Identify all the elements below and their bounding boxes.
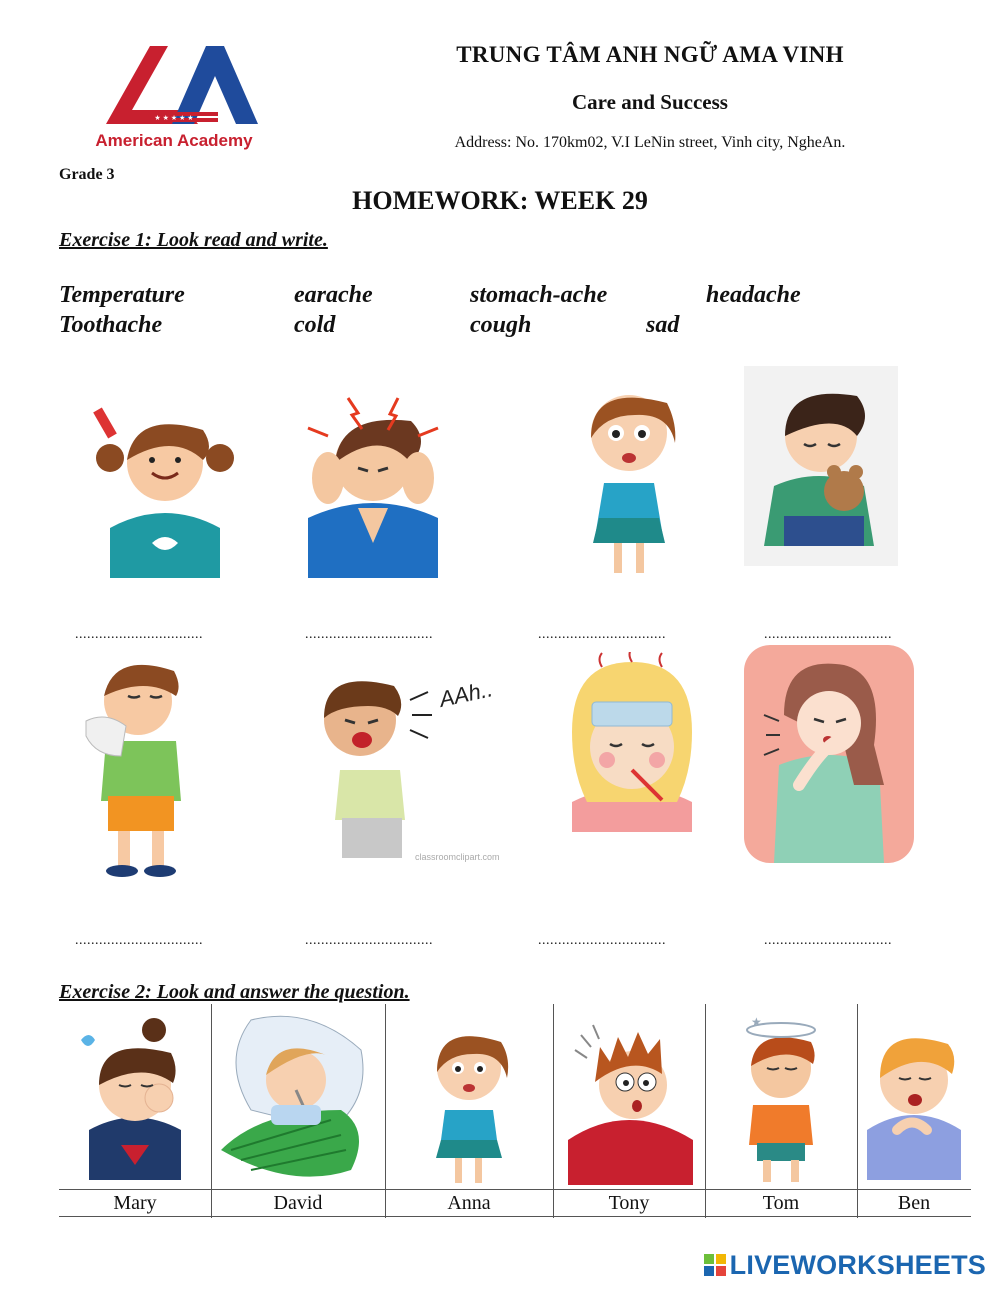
name-ben: Ben (857, 1189, 971, 1216)
svg-text:★: ★ (751, 1015, 762, 1029)
name-anna: Anna (385, 1189, 553, 1216)
cold-boy-illustration (66, 646, 236, 886)
strip-bottom-border (59, 1216, 971, 1217)
cell-ben (857, 1004, 971, 1218)
answer-line-2[interactable]: ................................ (305, 627, 433, 642)
sad-girl-illustration (744, 366, 898, 566)
logo-text: American Academy (95, 131, 253, 150)
cell-mary (59, 1004, 212, 1218)
exercise2-title: Exercise 2: Look and answer the question. (59, 981, 410, 1003)
answer-line-1[interactable]: ................................ (75, 627, 203, 642)
mary-toothache-illustration (59, 1010, 211, 1190)
name-david: David (211, 1189, 385, 1216)
cell-tom (705, 1004, 858, 1218)
tom-headache-illustration (705, 1010, 857, 1190)
word-earache: earache (294, 282, 373, 308)
cell-tony (553, 1004, 706, 1218)
answer-line-6[interactable]: ................................ (305, 933, 433, 948)
cough-woman-illustration (744, 645, 914, 863)
american-academy-logo (88, 38, 260, 156)
cell-david (211, 1004, 386, 1218)
word-sad: sad (646, 312, 680, 338)
answer-line-8[interactable]: ................................ (764, 933, 892, 948)
name-mary: Mary (59, 1189, 211, 1216)
answer-line-5[interactable]: ................................ (75, 933, 203, 948)
cell-anna (385, 1004, 554, 1218)
earache-girl-illustration (80, 368, 250, 583)
answer-line-7[interactable]: ................................ (538, 933, 666, 948)
page-title: HOMEWORK: WEEK 29 (352, 186, 648, 215)
name-tony: Tony (553, 1189, 705, 1216)
word-cold: cold (294, 312, 336, 338)
temperature-girl-illustration (552, 652, 722, 832)
liveworksheets-brand[interactable] (704, 1250, 986, 1281)
toothache-sound-text: AAh.. (437, 676, 495, 712)
headache-woman-illustration (288, 368, 458, 583)
liveworksheets-logo-icon (704, 1252, 726, 1274)
answer-line-4[interactable]: ................................ (764, 627, 892, 642)
ben-sore-throat-illustration (857, 1010, 971, 1190)
anna-stomachache-illustration (385, 1010, 553, 1190)
david-sick-in-bed-illustration (211, 1010, 385, 1190)
exercise2-picture-strip (59, 1004, 971, 1218)
center-name: TRUNG TÂM ANH NGỮ AMA VINH (456, 42, 844, 67)
word-headache: headache (706, 282, 801, 308)
watermark-text: classroomclipart.com (415, 852, 500, 862)
answer-line-3[interactable]: ................................ (538, 627, 666, 642)
grade-label: Grade 3 (59, 166, 115, 183)
name-tom: Tom (705, 1189, 857, 1216)
slogan: Care and Success (572, 90, 728, 114)
word-stomach-ache: stomach-ache (470, 282, 608, 308)
word-toothache: Toothache (59, 312, 163, 338)
toothache-boy-illustration (300, 660, 510, 870)
exercise1-title: Exercise 1: Look read and write. (59, 229, 328, 251)
tony-earache-illustration (553, 1010, 705, 1190)
svg-text:★ ★ ★ ★ ★: ★ ★ ★ ★ ★ (154, 115, 194, 122)
word-temperature: Temperature (59, 282, 185, 308)
stomachache-girl-illustration (544, 368, 714, 583)
liveworksheets-text: LIVEWORKSHEETS (729, 1250, 986, 1280)
address: Address: No. 170km02, V.I LeNin street, Vinh city, NgheAn. (454, 134, 846, 151)
word-cough: cough (470, 312, 532, 338)
